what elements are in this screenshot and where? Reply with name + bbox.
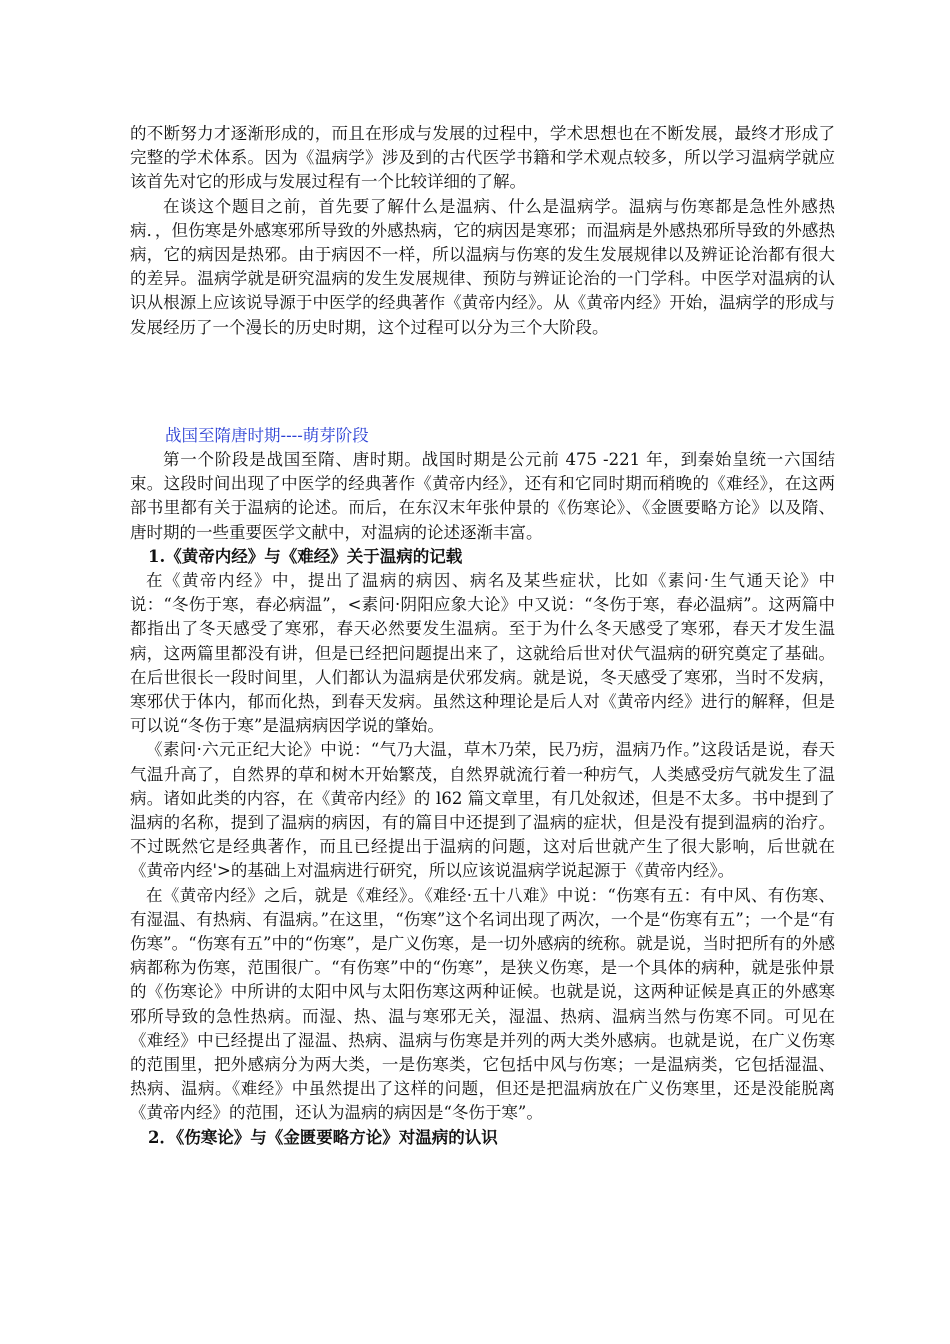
section-paragraph-2: 在《黄帝内经》中，提出了温病的病因、病名及某些症状，比如《素问·生气通天论》中说：“冬伤于寒，春必病温”，<素问·阴阳应象大论》中又说：“冬伤于寒，春必温病”。这两篇中都指出了冬天感受了寒邪，春天必然要发生温病。至于为什么冬天感受了寒邪，春天才发生温病，这两篇里都没有讲，但是已经把问题提出来了，这就给后世对伏气温病的研究奠定了基础。在后世很长一段时间里，人们都认为温病是伏邪发病。就是说，冬天感受了寒邪，当时不发病，寒邪伏于体内，郁而化热，到春天发病。虽然这种理论是后人对《黄帝内经》进行的解释，但是可以说“冬伤于寒”是温病病因学说的肇始。 — [130, 571, 835, 736]
section-paragraph-4: 在《黄帝内经》之后，就是《难经》。《难经·五十八难》中说：“伤寒有五：有中风、有伤寒、有湿温、有热病、有温病。”在这里，“伤寒”这个名词出现了两次，一个是“伤寒有五”；一个是“有伤寒”。“伤寒有五”中的“伤寒”，是广义伤寒，是一切外感病的统称。就是说，当时把所有的外感病都称为伤寒，范围很广。“有伤寒”中的“伤寒”，是狭义伤寒，是一个具体的病种，就是张仲景的《伤寒论》中所讲的太阳中风与太阳伤寒这两种证候。也就是说，这两种证候是真正的外感寒邪所导致的急性热病。而湿、热、温与寒邪无关，湿温、热病、温病当然与伤寒不同。可见在《难经》中已经提出了湿温、热病、温病与伤寒是并列的两大类外感病。也就是说，在广义伤寒的范围里，把外感病分为两大类，一是伤寒类，它包括中风与伤寒；一是温病类，它包括湿温、热病、温病。《难经》中虽然提出了这样的问题，但还是把温病放在广义伤寒里，还是没能脱离《黄帝内经》的范围，还认为温病的病因是“冬伤于寒”。 — [130, 885, 835, 1123]
subheading-1: 1.《黄帝内经》与《难经》关于温病的记载 — [148, 546, 463, 566]
intro-paragraph-2: 在谈这个题目之前，首先要了解什么是温病、什么是温病学。温病与伤寒都是急性外感热病．，但伤寒是外感寒邪所导致的外感热病，它的病因是寒邪；而温病是外感热邪所导致的外感热病，它的病因是热邪。由于病因不一样，所以温病与伤寒的发生发展规律以及辨证论治都有很大的差异。温病学就是研究温病的发生发展规律、预防与辨证论治的一门学科。中医学对温病的认识从根源上应该说导源于中医学的经典著作《黄帝内经》。从《黄帝内经》开始，温病学的形成与发展经历了一个漫长的历史时期，这个过程可以分为三个大阶段。 — [130, 196, 835, 337]
section-paragraph-1: 第一个阶段是战国至隋、唐时期。战国时期是公元前 475 -221 年，到秦始皇统一六国结束。这段时间出现了中医学的经典著作《黄帝内经》，还有和它同时期而稍晚的《难经》，在这两部书里都有关于温病的论述。而后，在东汉末年张仲景的《伤寒论》、《金匮要略方论》以及隋、唐时期的一些重要医学文献中，对温病的论述逐渐丰富。 — [130, 450, 835, 542]
intro-paragraph-1: 的不断努力才逐渐形成的，而且在形成与发展的过程中，学术思想也在不断发展，最终才形成了完整的学术体系。因为《温病学》涉及到的古代医学书籍和学术观点较多，所以学习温病学就应该首先对它的形成与发展过程有一个比较详细的了解。 — [130, 124, 835, 192]
subheading-2: 2．《伤寒论》与《金匮要略方论》对温病的认识 — [148, 1127, 498, 1147]
intro-section — [130, 122, 835, 340]
section-heading: 战国至隋唐时期----萌芽阶段 — [165, 426, 369, 445]
section-paragraph-3: 《素问·六元正纪大论》中说：“气乃大温，草木乃荣，民乃疠，温病乃作。”这段话是说，春天气温升高了，自然界的草和树木开始繁茂，自然界就流行着一种疠气，人类感受疠气就发生了温病。诸如此类的内容，在《黄帝内经》的 l62 篇文章里，有几处叙述，但是不太多。书中提到了温病的名称，提到了温病的病因，有的篇目中还提到了温病的症状，但是没有提到温病的治疗。不过既然它是经典著作，而且已经提出于温病的问题，这对后世就产生了很大影响，后世就在《黄帝内经'>的基础上对温病进行研究，所以应该说温病学说起源于《黄帝内经》。 — [130, 740, 835, 881]
section-body — [130, 448, 835, 1150]
